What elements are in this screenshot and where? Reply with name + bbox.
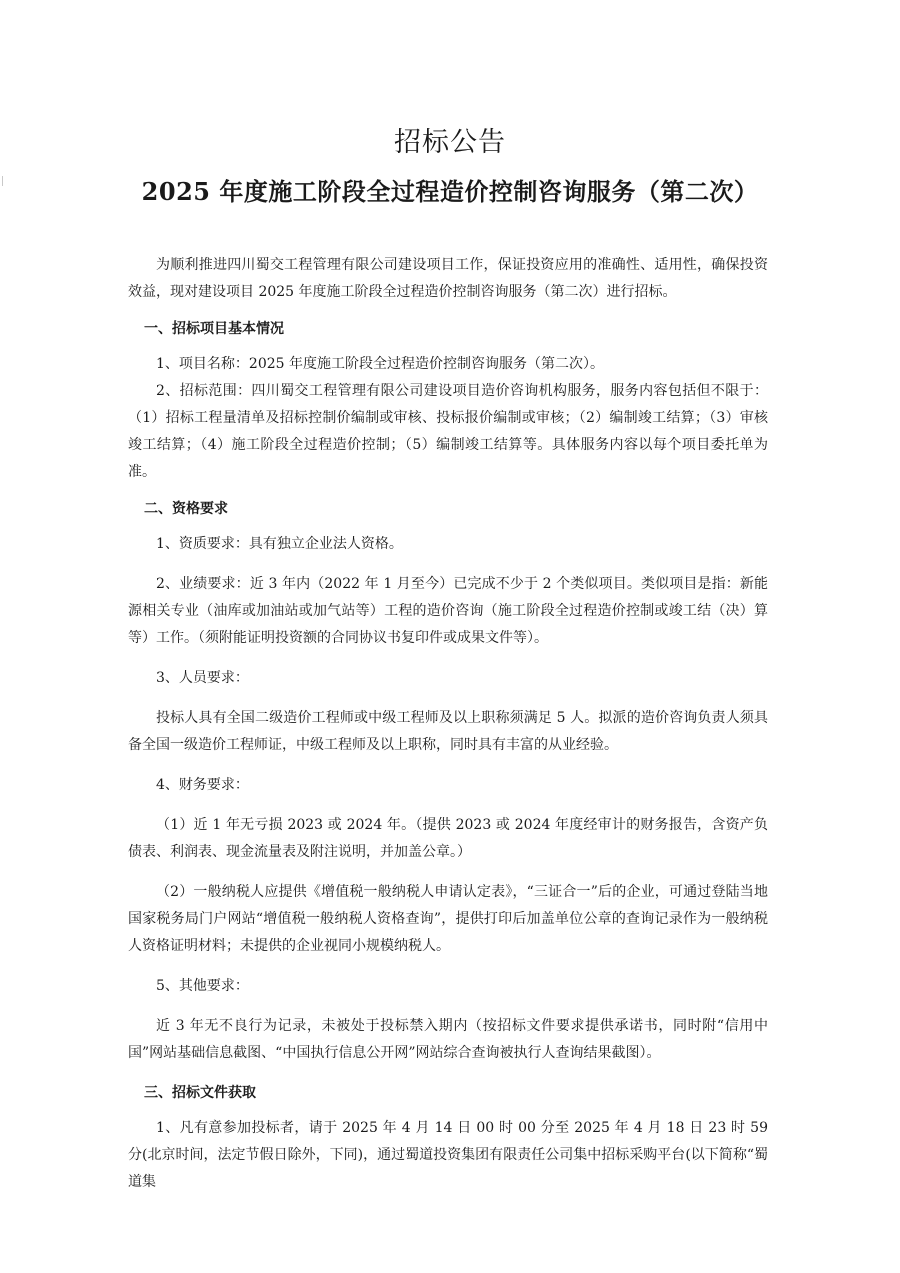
section-heading-document-obtain: 三、招标文件获取 xyxy=(144,1085,256,1101)
section-heading-basic-info: 一、招标项目基本情况 xyxy=(144,321,284,337)
intro-paragraph: 为顺利推进四川蜀交工程管理有限公司建设项目工作，保证投资应用的准确性、适用性，确保投资效益，现对建设项目 2025 年度施工阶段全过程造价控制咨询服务（第二次）进行招标。 xyxy=(128,257,768,300)
finance-paragraph-2: （2）一般纳税人应提供《增值税一般纳税人申请认定表》，“三证合一”后的企业，可通过登陆当地国家税务局门户网站“增值税一般纳税人资格查询”，提供打印后加盖单位公章的查询记录作为一般纳税人资格证明材料；未提供的企业视同小规模纳税人。 xyxy=(128,884,768,954)
finance-label: 4、财务要求： xyxy=(156,777,249,793)
document-subtitle: 2025 年度施工阶段全过程造价控制咨询服务（第二次） xyxy=(141,177,759,206)
qualification-paragraph: 1、资质要求：具有独立企业法人资格。 xyxy=(156,536,403,552)
other-requirements-label: 5、其他要求： xyxy=(156,978,249,994)
document-title: 招标公告 xyxy=(394,127,506,158)
personnel-paragraph: 投标人具有全国二级造价工程师或中级工程师及以上职称须满足 5 人。拟派的造价咨询负责人须具备全国一级造价工程师证，中级工程师及以上职称，同时具有丰富的从业经验。 xyxy=(128,710,768,753)
project-name-paragraph: 1、项目名称：2025 年度施工阶段全过程造价控制咨询服务（第二次）。 xyxy=(156,356,604,372)
personnel-label: 3、人员要求： xyxy=(156,670,249,686)
other-requirements-paragraph: 近 3 年无不良行为记录，未被处于投标禁入期内（按招标文件要求提供承诺书，同时附“信用中国”网站基础信息截图、“中国执行信息公开网”网站综合查询被执行人查询结果截图）。 xyxy=(128,1018,768,1061)
bid-scope-paragraph: 2、招标范围：四川蜀交工程管理有限公司建设项目造价咨询机构服务，服务内容包括但不限于：（1）招标工程量清单及招标控制价编制或审核、投标报价编制或审核；（2）编制竣工结算；（3）审核竣工结算；（4）施工阶段全过程造价控制；（5）编制竣工结算等。具体服务内容以每个项目委托单为准。 xyxy=(128,383,768,480)
performance-paragraph: 2、业绩要求：近 3 年内（2022 年 1 月至今）已完成不少于 2 个类似项目。类似项目是指：新能源相关专业（油库或加油站或加气站等）工程的造价咨询（施工阶段全过程造价控制或竣工结（决）算等）工作。（须附能证明投资额的合同协议书复印件或成果文件等）。 xyxy=(128,576,768,646)
finance-paragraph-1: （1）近 1 年无亏损 2023 或 2024 年。（提供 2023 或 2024 年度经审计的财务报告，含资产负债表、利润表、现金流量表及附注说明，并加盖公章。） xyxy=(128,817,768,860)
section-heading-qualification: 二、资格要求 xyxy=(144,501,228,517)
document-obtain-paragraph: 1、凡有意参加投标者，请于 2025 年 4 月 14 日 00 时 00 分至 2025 年 4 月 18 日 23 时 59 分(北京时间，法定节假日除外，下同)，通过蜀道投资集团有限责任公司集中招标采购平台(以下简称“蜀道集 xyxy=(128,1120,768,1190)
document-body xyxy=(128,252,768,1196)
